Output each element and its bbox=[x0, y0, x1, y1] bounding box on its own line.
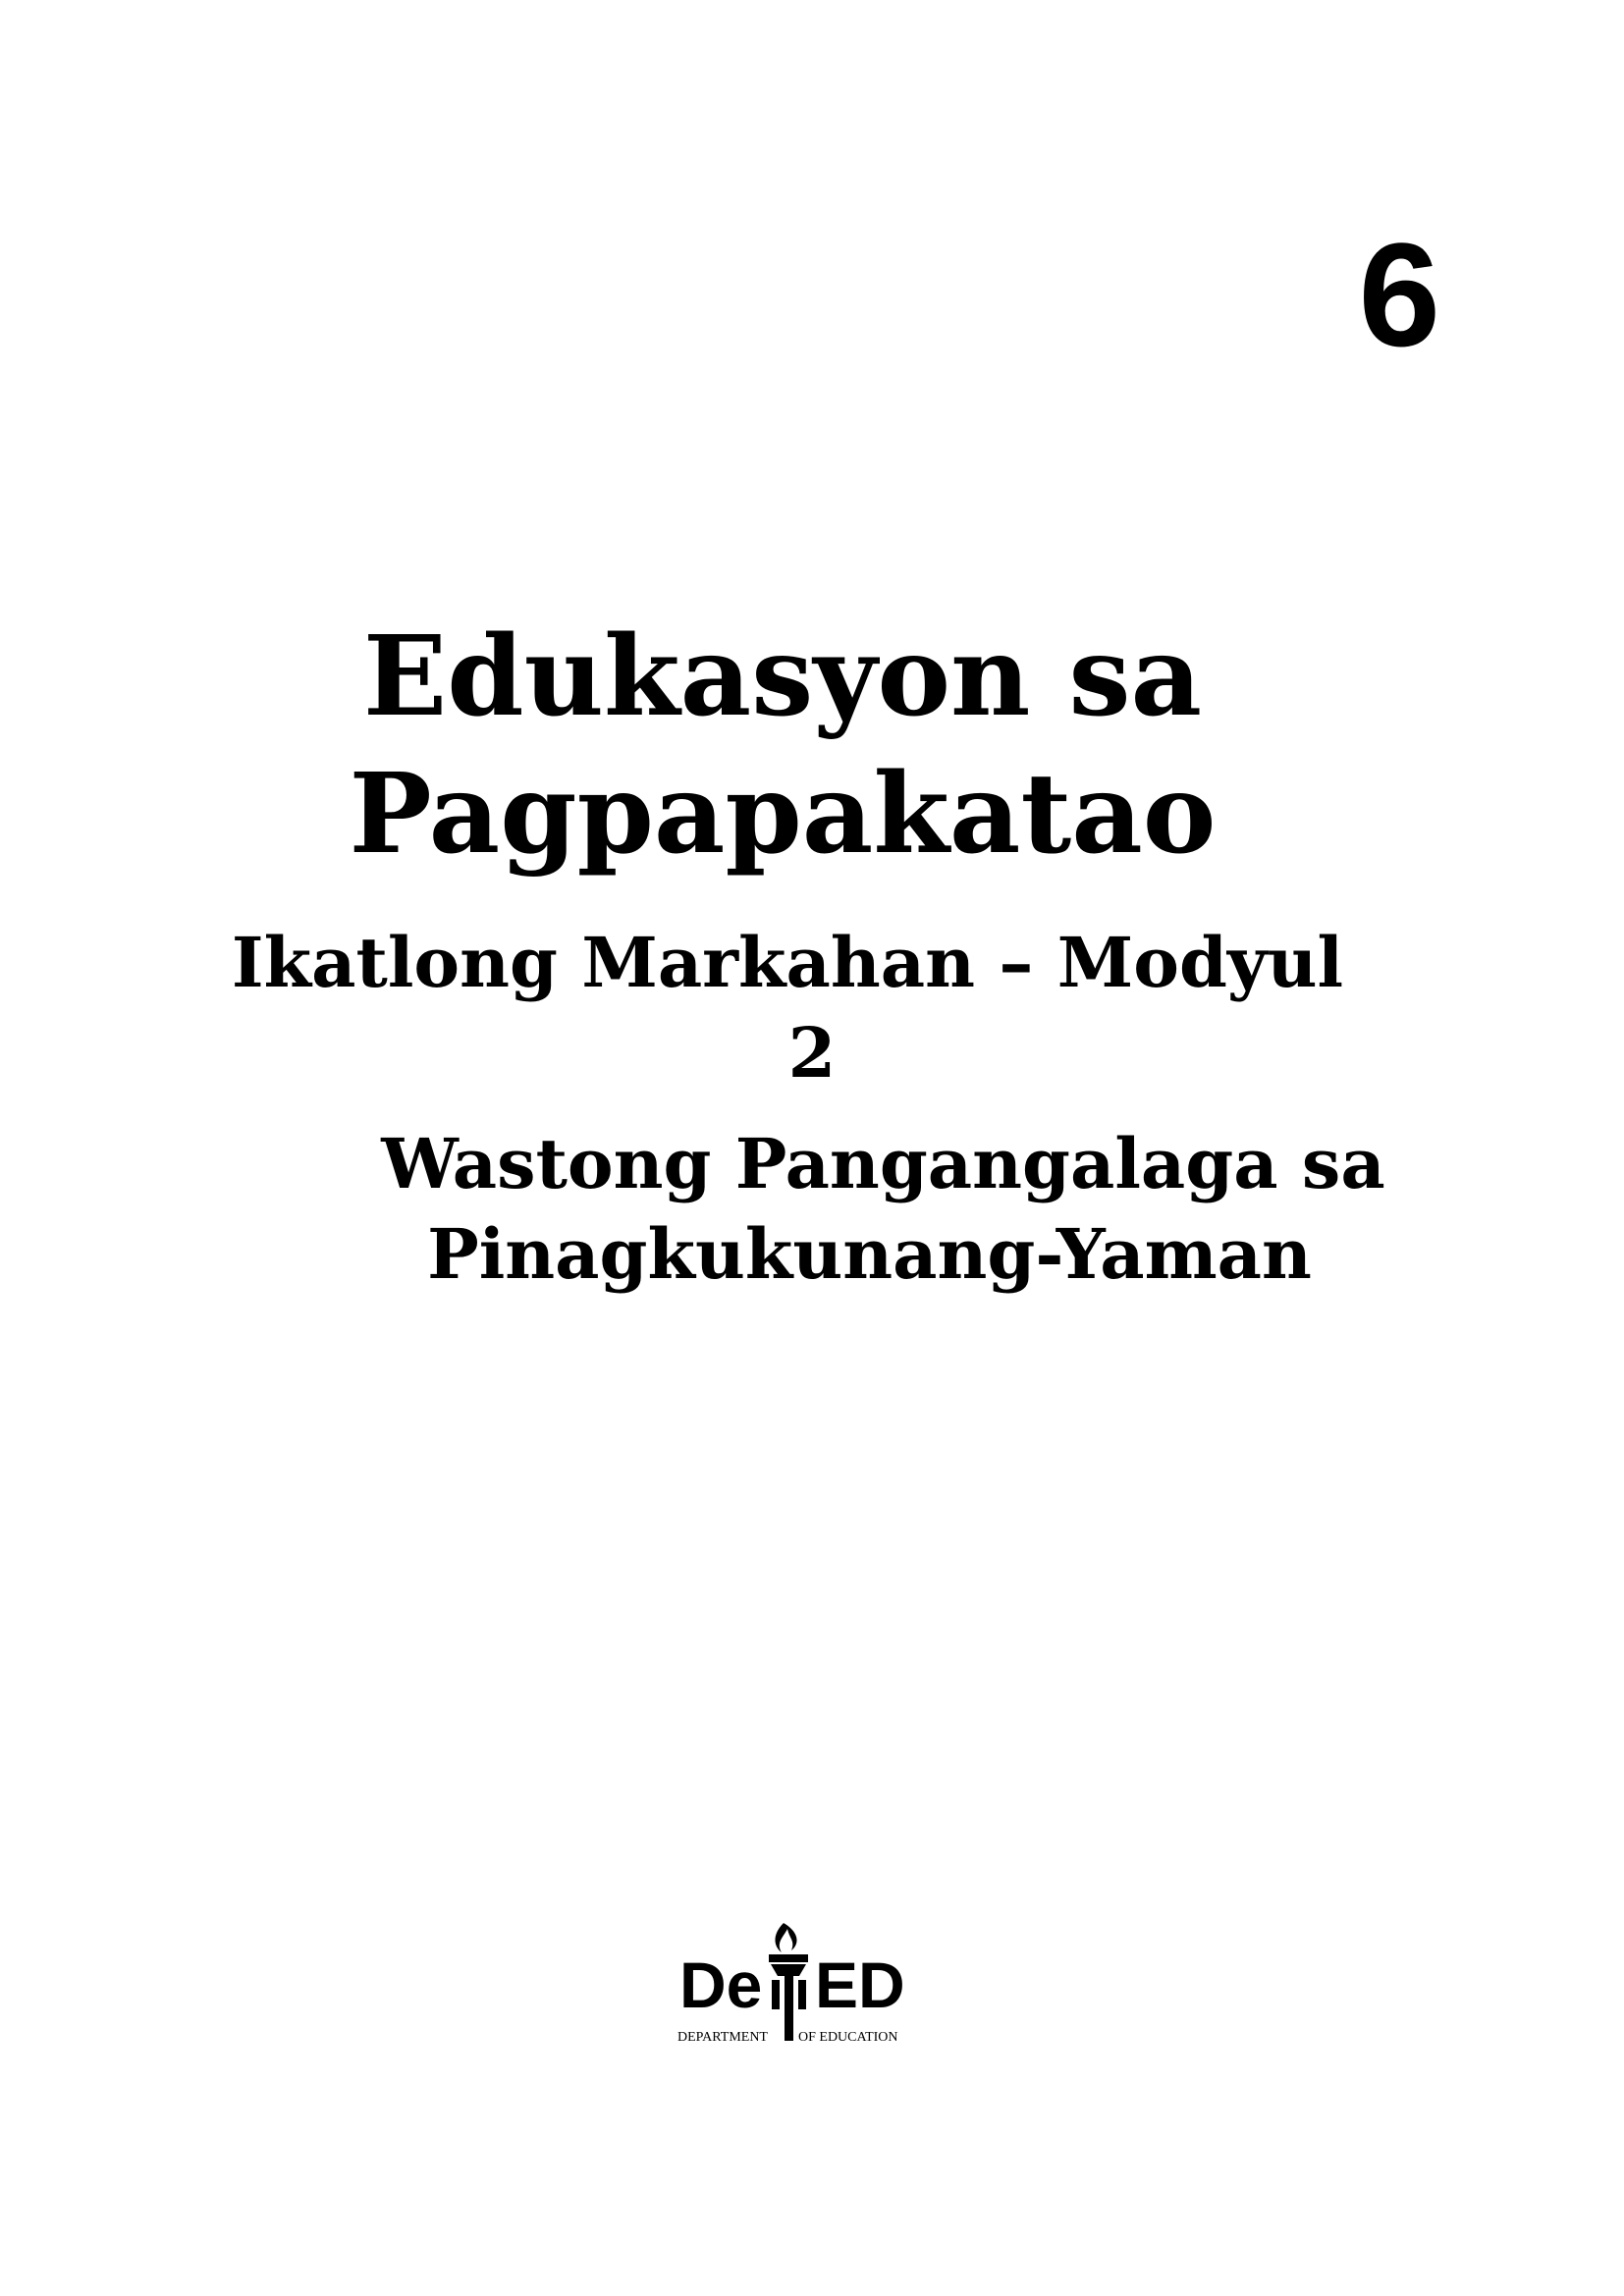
subject-title bbox=[0, 609, 1624, 883]
subject-title-line-1: Edukasyon sa bbox=[362, 613, 1203, 741]
module-topic bbox=[0, 1119, 1624, 1300]
module-topic-line-1: Wastong Pangangalaga sa bbox=[381, 1123, 1385, 1204]
module-number: 2 bbox=[787, 1012, 837, 1094]
module-topic-line-2: Pinagkukunang-Yaman bbox=[427, 1213, 1312, 1295]
deped-logo-mark bbox=[668, 1919, 962, 2047]
grade-number: 6 bbox=[1358, 212, 1440, 377]
logo-tagline-right: OF EDUCATION bbox=[798, 2030, 898, 2045]
logo-wordmark-left: De bbox=[679, 1949, 763, 2021]
torch-icon bbox=[769, 1923, 808, 2041]
quarter-module-line-1: Ikatlong Markahan – Modyul bbox=[231, 922, 1344, 1003]
quarter-module-heading bbox=[0, 918, 1624, 1098]
logo-tagline-left: DEPARTMENT bbox=[677, 2030, 768, 2045]
logo-wordmark-right: ED bbox=[815, 1949, 905, 2021]
subject-title-line-2: Pagpapakatao bbox=[349, 750, 1217, 879]
deped-logo bbox=[668, 1919, 962, 2047]
